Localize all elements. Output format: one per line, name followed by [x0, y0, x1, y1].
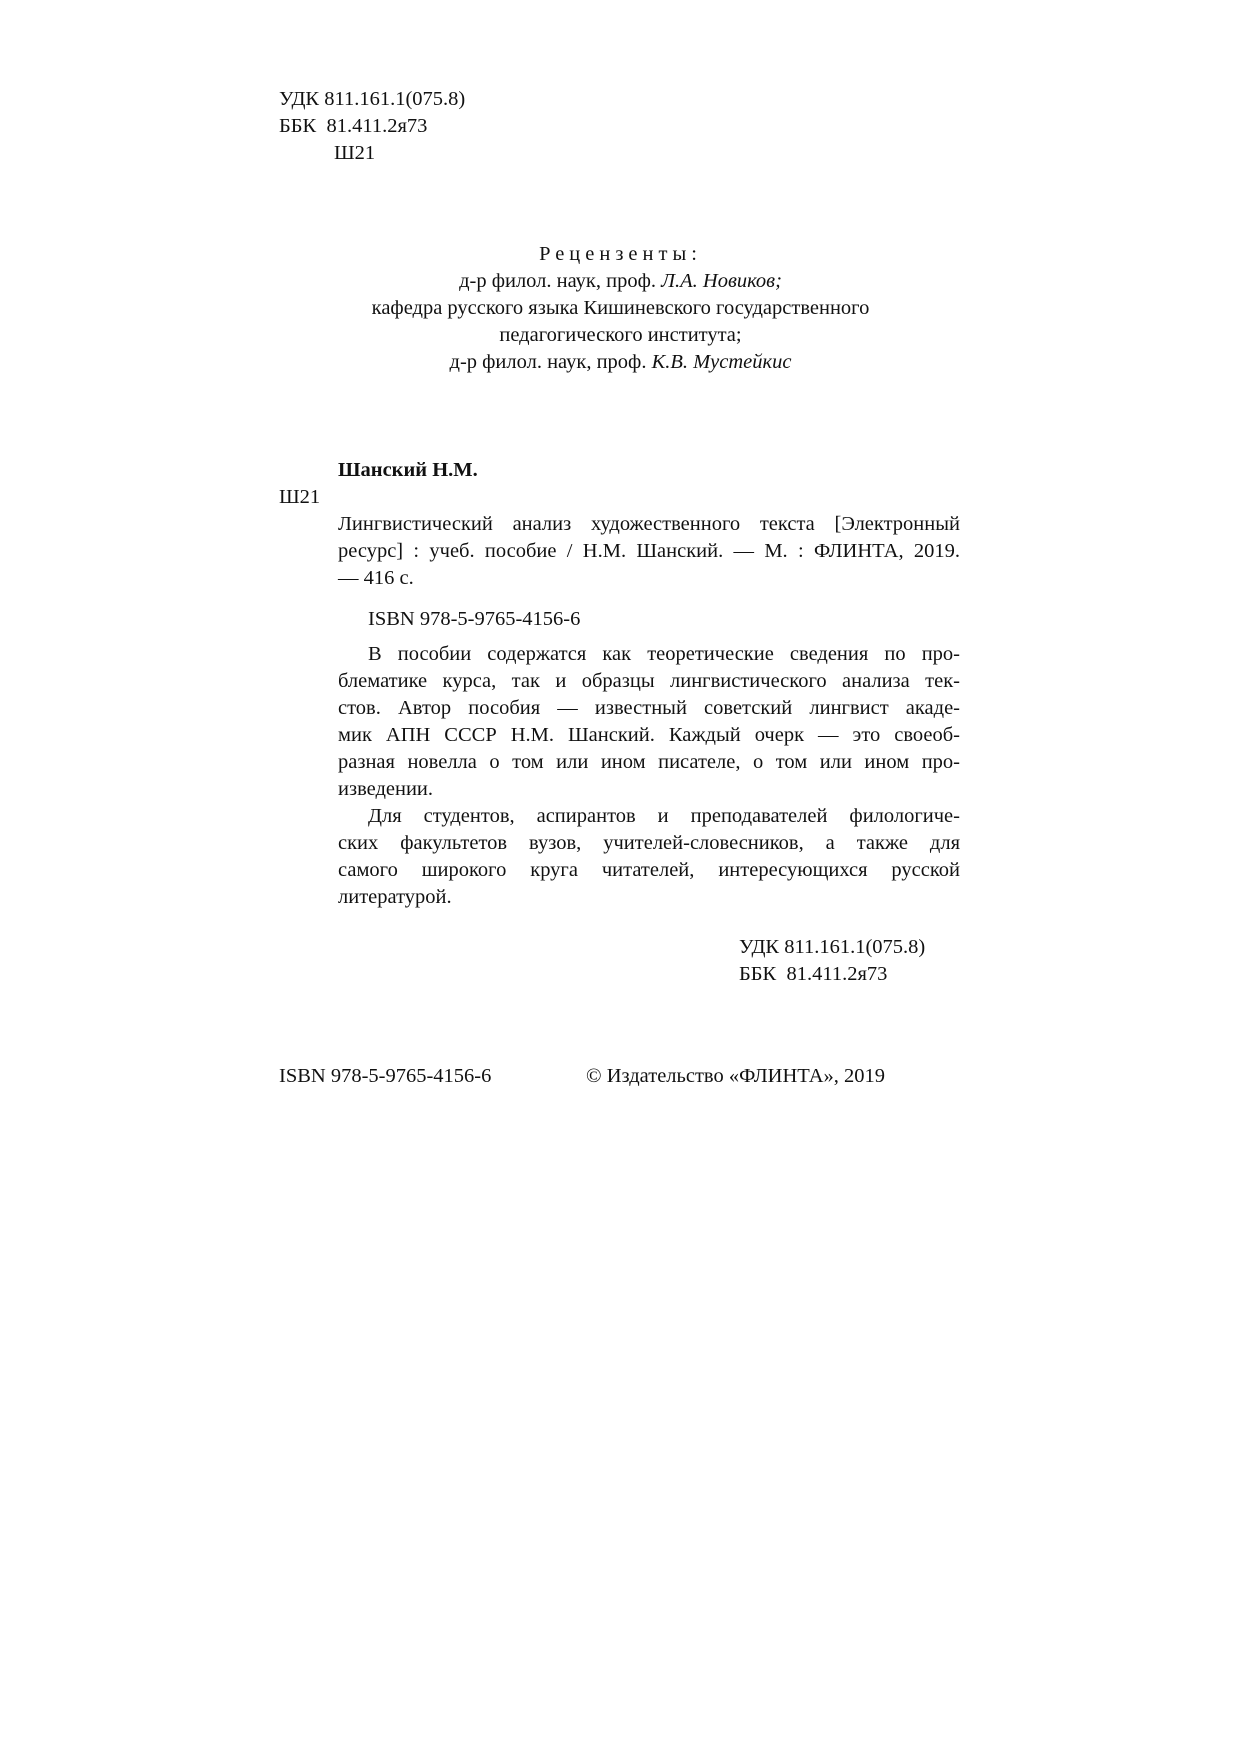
footer-copyright: © Издательство «ФЛИНТА», 2019 — [586, 1065, 886, 1087]
audience-line: Для студентов, аспирантов и преподавателей филологиче- — [368, 805, 960, 827]
abstract-line: блематике курса, так и образцы лингвистического анализа тек- — [338, 670, 960, 692]
reviewer-3-name: К.В. Мустейкис — [651, 351, 792, 373]
footer-isbn: ISBN 978-5-9765-4156-6 — [279, 1065, 492, 1087]
audience-line: ских факультетов вузов, учителей-словесников, а также для — [338, 832, 960, 854]
header-code: Ш21 — [334, 142, 376, 164]
reviewer-3 — [279, 349, 962, 376]
catalog-udk: УДК 811.161.1(075.8) — [739, 936, 926, 958]
catalog-description — [338, 511, 960, 592]
reviewer-1-name: Л.А. Новиков; — [661, 270, 782, 292]
catalog-desc-line-1: Лингвистический анализ художественного текста [Электронный — [338, 513, 960, 535]
catalog-isbn: ISBN 978-5-9765-4156-6 — [368, 608, 581, 630]
catalog-audience — [338, 803, 960, 911]
audience-line: литературой. — [338, 886, 452, 908]
header-udk: УДК 811.161.1(075.8) — [279, 88, 466, 110]
catalog-bbk: ББК 81.411.2я73 — [739, 963, 888, 985]
catalog-desc-line-2: ресурс] : учеб. пособие / Н.М. Шанский. — М. : ФЛИНТА, 2019. — [338, 540, 960, 562]
catalog-author: Шанский Н.М. — [338, 459, 478, 481]
reviewers-block — [279, 241, 962, 376]
reviewer-1 — [279, 268, 962, 295]
abstract-line: стов. Автор пособия — известный советский лингвист акаде- — [338, 697, 960, 719]
reviewer-2-line-2: педагогического института; — [499, 324, 742, 346]
catalog-abstract — [338, 641, 960, 803]
reviewer-3-title: д-р филол. наук, проф. — [449, 351, 652, 373]
abstract-line: В пособии содержатся как теоретические сведения по про- — [368, 643, 960, 665]
audience-line: самого широкого круга читателей, интересующихся русской — [338, 859, 960, 881]
header-bbk: ББК 81.411.2я73 — [279, 115, 428, 137]
catalog-desc-line-3: — 416 с. — [338, 567, 414, 589]
abstract-line: мик АПН СССР Н.М. Шанский. Каждый очерк — это своеоб- — [338, 724, 960, 746]
reviewer-1-title: д-р филол. наук, проф. — [459, 270, 662, 292]
abstract-line: изведении. — [338, 778, 434, 800]
reviewers-heading: Рецензенты: — [539, 243, 702, 265]
catalog-code: Ш21 — [279, 486, 321, 508]
abstract-line: разная новелла о том или ином писателе, о том или ином про- — [338, 751, 960, 773]
reviewer-2-line-1: кафедра русского языка Кишиневского государственного — [371, 297, 870, 319]
